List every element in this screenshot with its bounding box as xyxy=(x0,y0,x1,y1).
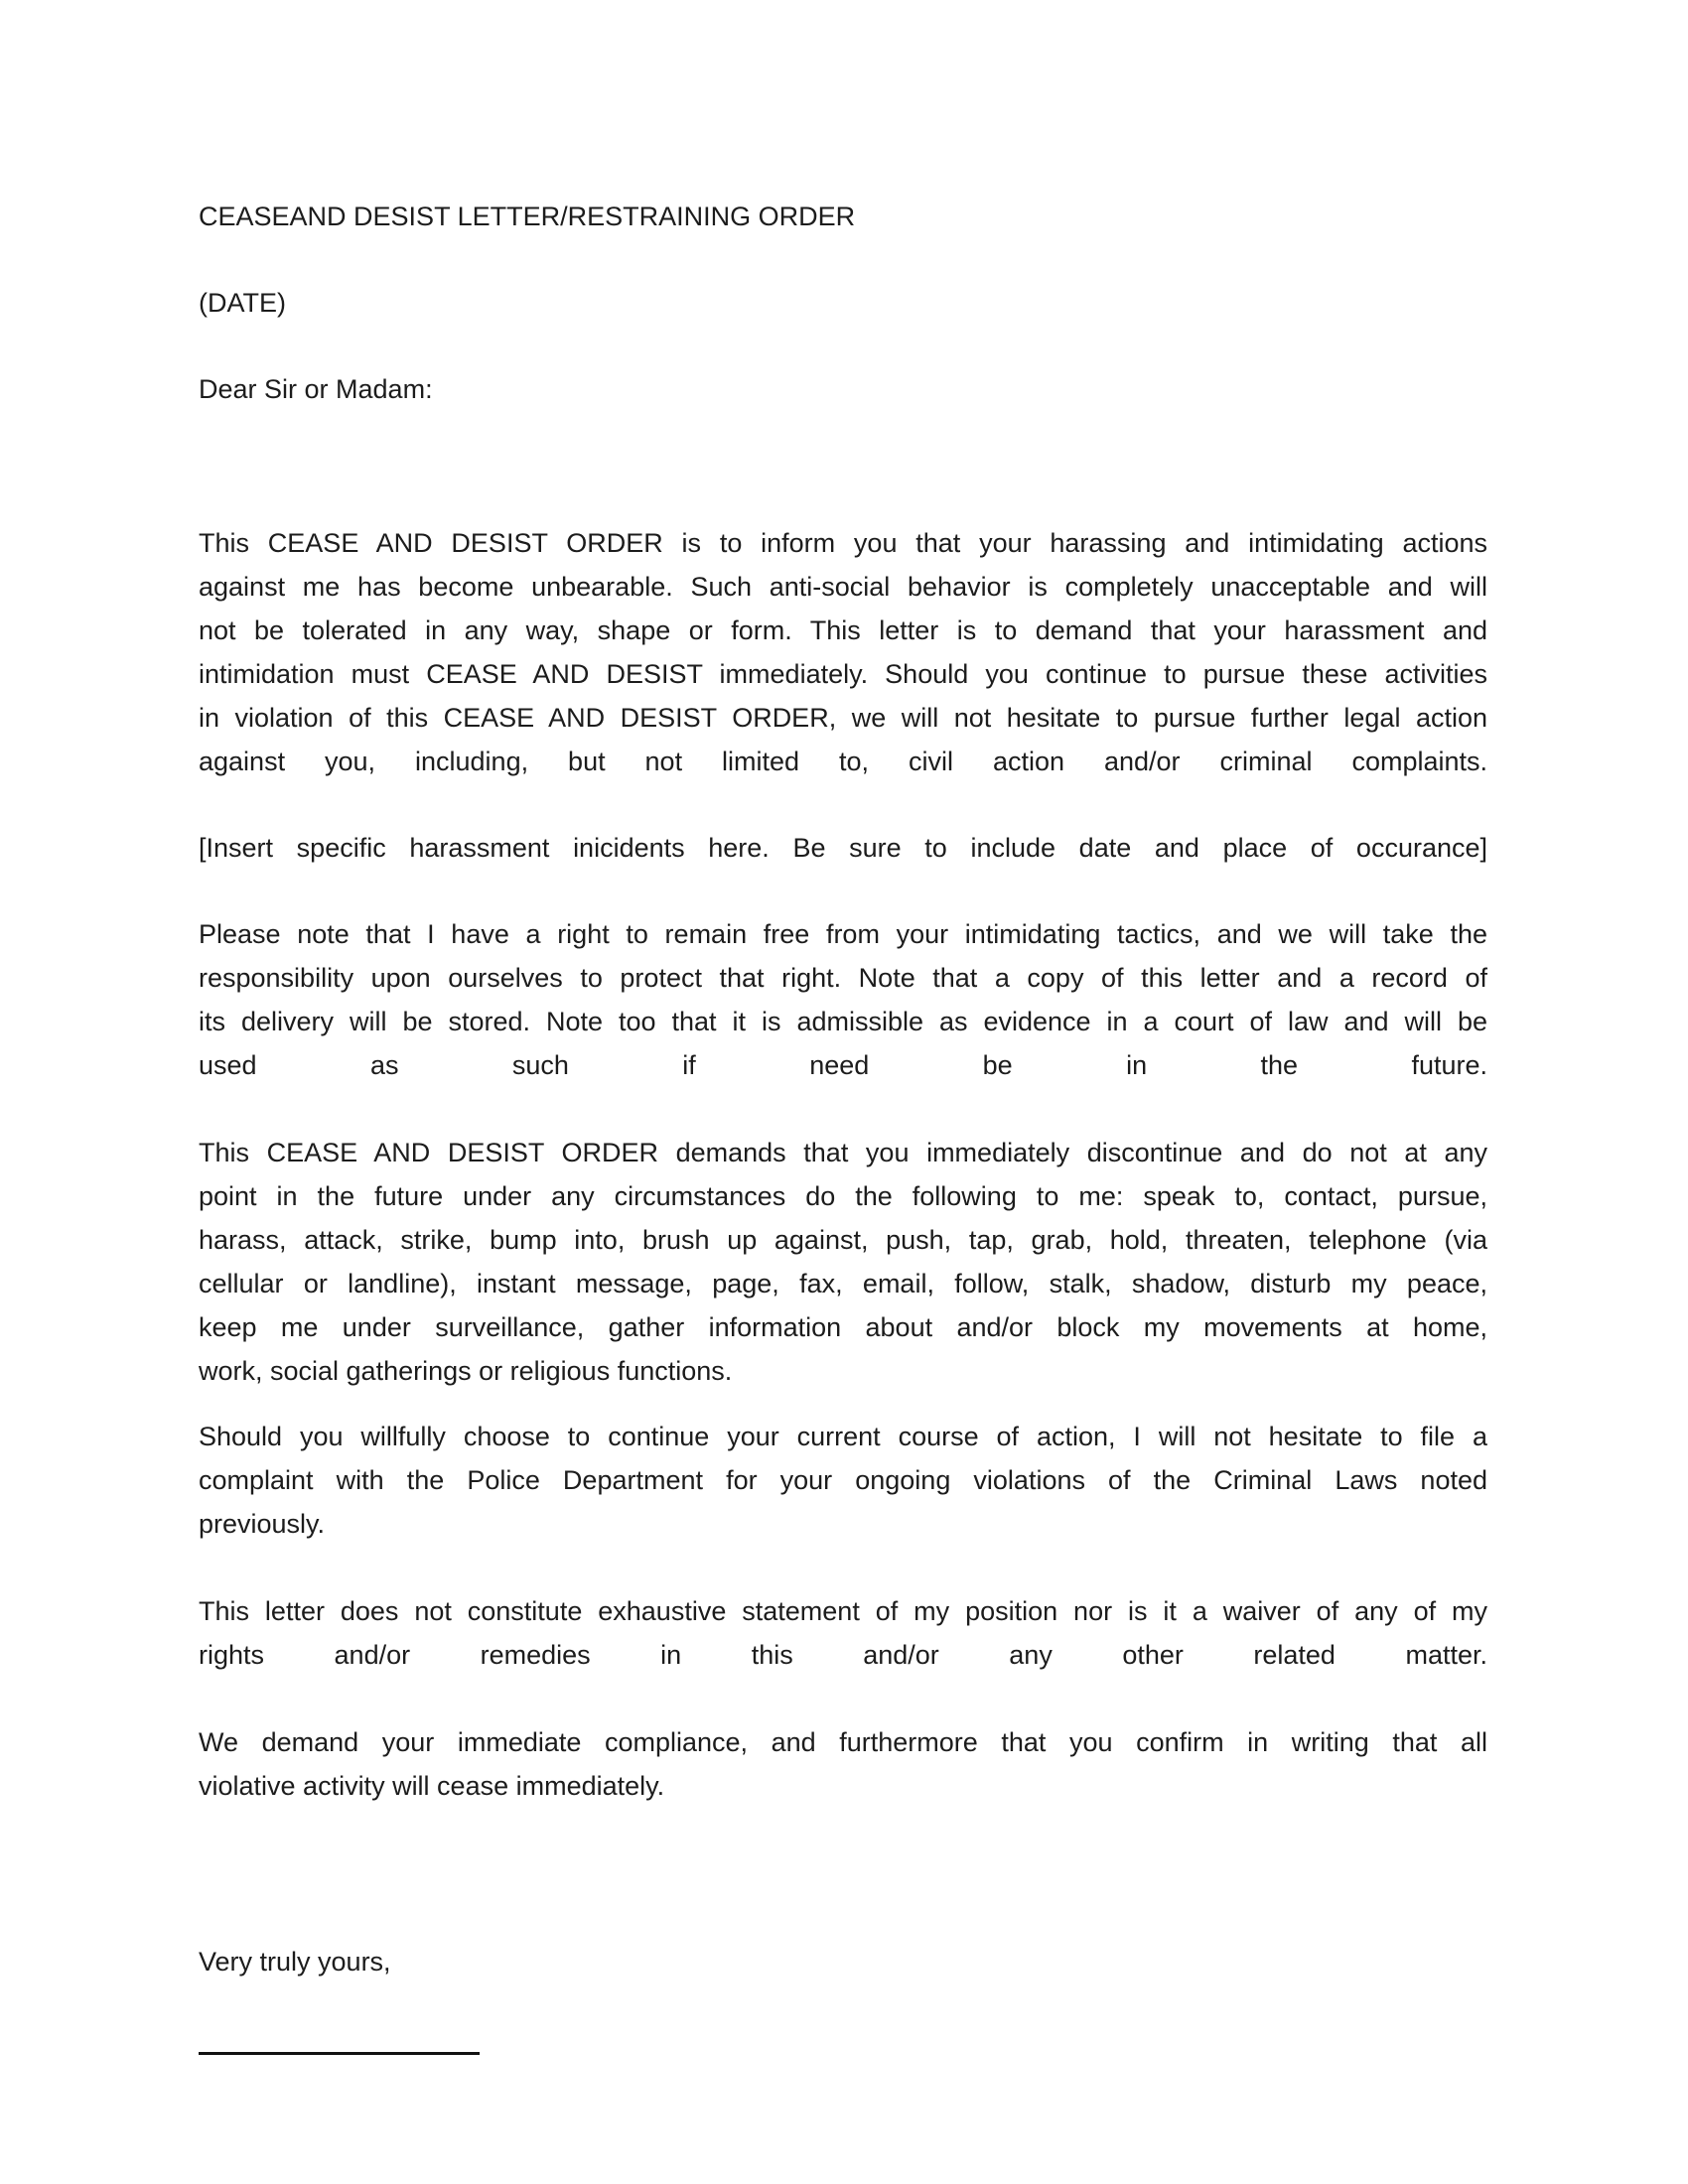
paragraph-line: against you, including, but not limited to, civil action and/or criminal complaints. xyxy=(199,747,1487,776)
paragraph-line: Should you willfully choose to continue your current course of action, I will not hesitate to file a xyxy=(199,1422,1487,1451)
paragraph-line: This CEASE AND DESIST ORDER is to inform you that your harassing and intimidating actions xyxy=(199,528,1487,558)
paragraph-line: [Insert specific harassment inicidents here. Be sure to include date and place of occurance] xyxy=(199,833,1487,863)
salutation: Dear Sir or Madam: xyxy=(199,374,433,404)
paragraph-line: harass, attack, strike, bump into, brush up against, push, tap, grab, hold, threaten, telephone (via xyxy=(199,1225,1487,1255)
paragraph-line: intimidation must CEASE AND DESIST immediately. Should you continue to pursue these activities xyxy=(199,659,1487,689)
letter-title: CEASEAND DESIST LETTER/RESTRAINING ORDER xyxy=(199,202,856,231)
paragraph-line: work, social gatherings or religious functions. xyxy=(199,1356,733,1386)
paragraph-line: point in the future under any circumstances do the following to me: speak to, contact, pursue, xyxy=(199,1181,1487,1211)
paragraph-line: complaint with the Police Department for your ongoing violations of the Criminal Laws noted xyxy=(199,1465,1487,1495)
paragraph-line: used as such if need be in the future. xyxy=(199,1050,1487,1080)
paragraph-line: against me has become unbearable. Such anti-social behavior is completely unacceptable and will xyxy=(199,572,1487,602)
closing: Very truly yours, xyxy=(199,1947,391,1977)
paragraph-line: This CEASE AND DESIST ORDER demands that you immediately discontinue and do not at any xyxy=(199,1138,1487,1167)
paragraph-line: responsibility upon ourselves to protect that right. Note that a copy of this letter and a record of xyxy=(199,963,1487,993)
paragraph-line: This letter does not constitute exhaustive statement of my position nor is it a waiver of any of my xyxy=(199,1596,1487,1626)
paragraph-line: previously. xyxy=(199,1509,326,1539)
paragraph-line: keep me under surveillance, gather information about and/or block my movements at home, xyxy=(199,1312,1487,1342)
paragraph-line: Please note that I have a right to remain free from your intimidating tactics, and we will take the xyxy=(199,919,1487,949)
signature-line xyxy=(199,2052,480,2055)
paragraph-line: its delivery will be stored. Note too that it is admissible as evidence in a court of law and will be xyxy=(199,1007,1487,1036)
paragraph-line: not be tolerated in any way, shape or form. This letter is to demand that your harassment and xyxy=(199,615,1487,645)
paragraph-line: in violation of this CEASE AND DESIST ORDER, we will not hesitate to pursue further legal action xyxy=(199,703,1487,733)
paragraph-line: We demand your immediate compliance, and furthermore that you confirm in writing that all xyxy=(199,1727,1487,1757)
paragraph-line: violative activity will cease immediately. xyxy=(199,1771,665,1801)
paragraph-line: cellular or landline), instant message, page, fax, email, follow, stalk, shadow, disturb my peace, xyxy=(199,1269,1487,1298)
date-placeholder: (DATE) xyxy=(199,288,286,318)
paragraph-line: rights and/or remedies in this and/or any other related matter. xyxy=(199,1640,1487,1670)
